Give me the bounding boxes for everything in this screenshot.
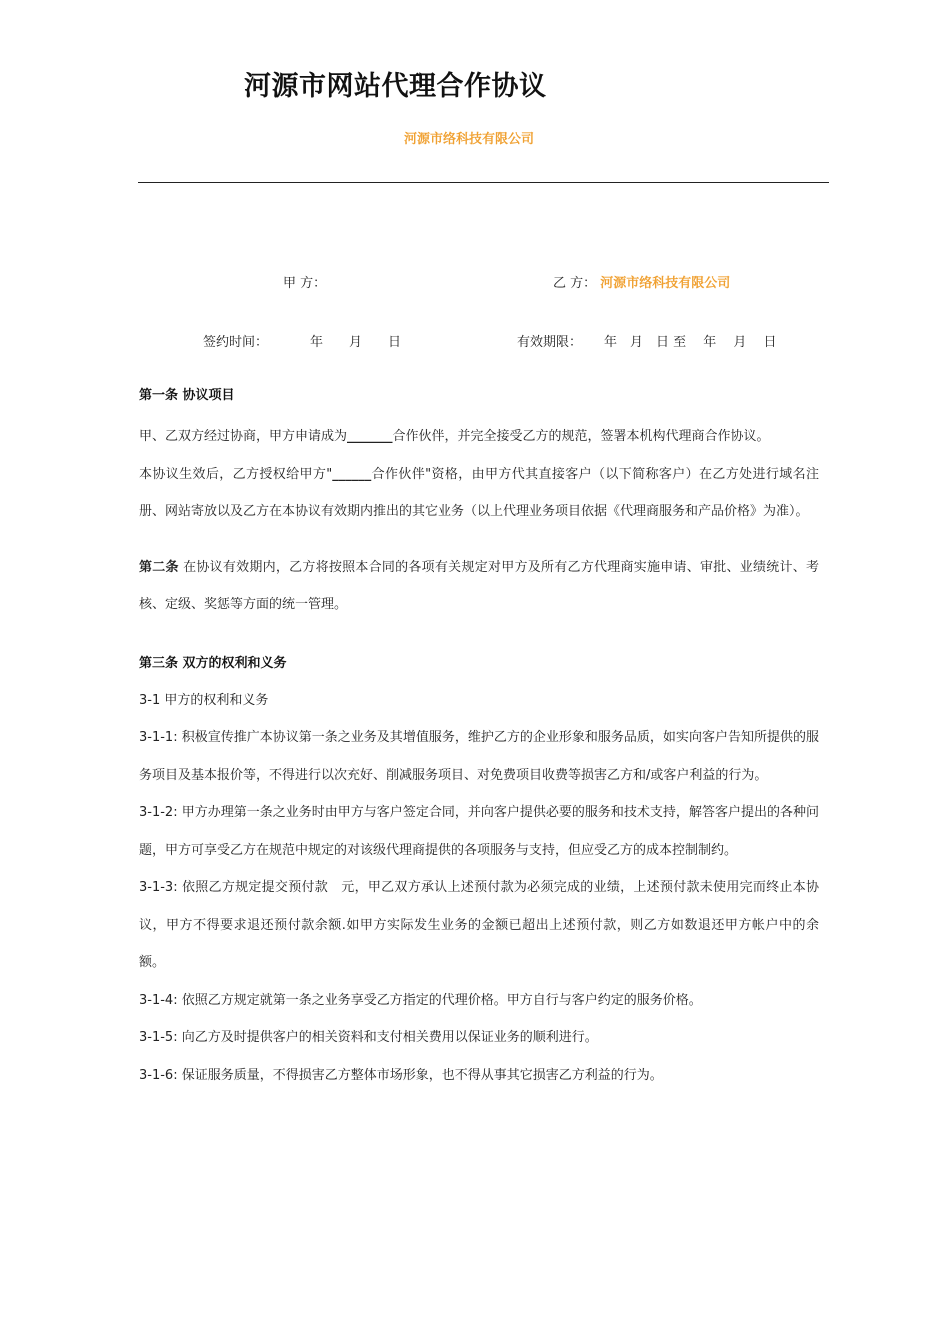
party-b-value: 河源市络科技有限公司: [600, 276, 731, 291]
clause-text: 依照乙方规定提交预付款 元，甲乙双方承认上述预付款为必须完成的业绩，上述预付款未使用完而终止本协议，甲方不得要求退还预付款余额.如甲方实际发生业务的金额已超出上述预付款，则乙方如数退还甲方帐户中的余额。: [139, 880, 819, 970]
clause-text: 甲方办理第一条之业务时由甲方与客户签定合同，并向客户提供必要的服务和技术支持，解答客户提出的各种问题，甲方可享受乙方在规范中规定的对该级代理商提供的各项服务与支持，但应受乙方的成本控制制约。: [139, 805, 819, 858]
clause-3-1-2: [139, 794, 819, 869]
party-b-row: [553, 272, 730, 291]
article-2-paragraph: [139, 549, 819, 624]
article-1-text: 合作伙伴"资格，由甲方代其直接客户（以下简称客户）在乙方处进行域名注册、网站寄放以及乙方在本协议有效期内推出的其它业务（以上代理业务项目依据《代理商服务和产品价格》为准）。: [139, 466, 820, 519]
article-3-heading: 第三条 双方的权利和义务: [139, 655, 287, 671]
party-b-label: 乙 方：: [553, 276, 597, 291]
clause-text: 向乙方及时提供客户的相关资料和支付相关费用以保证业务的顺利进行。: [177, 1030, 598, 1045]
article-1-text: 本协议生效后，乙方授权给甲方": [139, 466, 333, 482]
sign-date-row: [203, 331, 401, 350]
clause-3-1-4: [139, 982, 819, 1020]
company-subtitle: 河源市络科技有限公司: [404, 132, 535, 147]
blank-partner-level: _______: [347, 429, 393, 444]
blank-partner-qualification: ______: [332, 466, 372, 482]
article-1-heading: 第一条 协议项目: [139, 388, 235, 403]
clause-text: 积极宣传推广本协议第一条之业务及其增值服务，维护乙方的企业形象和服务品质，如实向客户告知所提供的服务项目及基本报价等，不得进行以次充好、削减服务项目、对免费项目收费等损害乙方和/或客户利益的行为。: [139, 730, 819, 783]
clause-3-1-3: [139, 869, 819, 982]
valid-period-row: [517, 331, 777, 350]
sign-date-label: 签约时间：: [203, 335, 269, 350]
clause-number: 3-1-6:: [139, 1067, 178, 1083]
sign-date-value: 年 月 日: [310, 335, 402, 350]
valid-period-label: 有效期限：: [517, 335, 583, 350]
article-1-paragraph-2: [139, 456, 819, 531]
article-1-paragraph-1: [139, 418, 819, 456]
clause-number: 3-1-5:: [139, 1030, 178, 1045]
clause-number: 3-1-2:: [139, 805, 178, 820]
clause-3-1-6: [139, 1057, 819, 1095]
document-title: 河源市网站代理合作协议: [244, 71, 547, 102]
clause-text: 依照乙方规定就第一条之业务享受乙方指定的代理价格。甲方自行与客户约定的服务价格。: [177, 992, 702, 1008]
article-2-label: 第二条: [139, 559, 179, 575]
valid-period-value: 年 月 日 至 年 月 日: [604, 335, 777, 350]
clause-text: 保证服务质量，不得损害乙方整体市场形象，也不得从事其它损害乙方利益的行为。: [177, 1067, 663, 1083]
article-1-text: 合作伙伴，并完全接受乙方的规范，签署本机构代理商合作协议。: [392, 429, 770, 444]
clause-number: 3-1-3:: [139, 880, 178, 895]
party-a-label: 甲 方：: [283, 276, 327, 291]
clause-3-1-1: [139, 719, 819, 794]
clause-3-1-5: [139, 1019, 819, 1057]
article-1-text: 甲、乙双方经过协商，甲方申请成为: [139, 429, 348, 444]
clause-number: 3-1-1:: [139, 730, 178, 745]
agreement-body: [139, 384, 819, 1094]
article-3-subheading: 3-1 甲方的权利和义务: [139, 692, 269, 708]
header-divider: [138, 182, 829, 183]
clause-number: 3-1-4:: [139, 992, 178, 1008]
article-2-text: 在协议有效期内，乙方将按照本合同的各项有关规定对甲方及所有乙方代理商实施申请、审批、业绩统计、考核、定级、奖惩等方面的统一管理。: [139, 559, 819, 612]
